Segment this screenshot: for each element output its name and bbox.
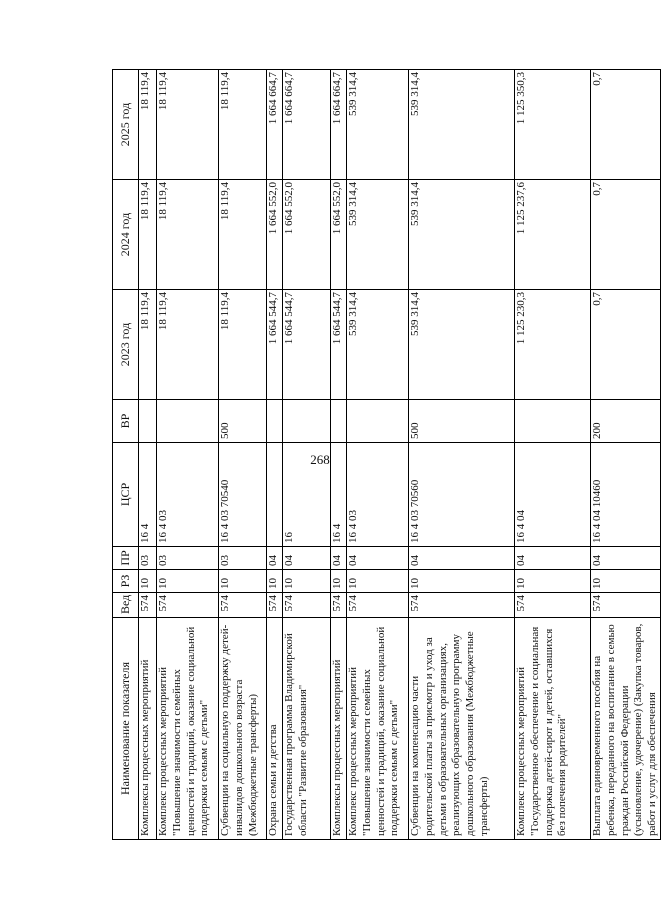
cell-2025: 18 119,4 [157, 70, 219, 180]
cell-rz: 10 [347, 570, 409, 593]
cell-name: Комплексы процессных мероприятий [139, 618, 157, 840]
cell-2024: 18 119,4 [157, 180, 219, 290]
cell-2023: 539 314,4 [409, 290, 515, 400]
cell-name: Государственная программа Владимирской области "Развитие образования" [283, 618, 331, 840]
cell-2024: 1 664 552,0 [283, 180, 331, 290]
budget-table-container [112, 70, 658, 840]
cell-ved: 574 [157, 593, 219, 618]
cell-name: Комплексы процессных мероприятий [331, 618, 347, 840]
cell-pr: 04 [515, 547, 591, 570]
cell-2023: 0,7 [591, 290, 661, 400]
cell-csr: 16 4 [331, 443, 347, 547]
cell-vr [157, 400, 219, 443]
cell-csr: 16 [283, 443, 331, 547]
page-number: 268 [310, 452, 330, 467]
cell-csr [267, 443, 283, 547]
cell-ved: 574 [409, 593, 515, 618]
cell-pr: 04 [347, 547, 409, 570]
table-header-row [113, 70, 139, 840]
cell-name: Комплекс процессных мероприятий "Повышение значимости семейных ценностей и традиций, оказание социальной поддержки семьям с детьми" [347, 618, 409, 840]
cell-vr: 500 [409, 400, 515, 443]
cell-ved: 574 [219, 593, 267, 618]
cell-pr: 03 [139, 547, 157, 570]
cell-2024: 18 119,4 [139, 180, 157, 290]
cell-2025: 1 125 350,3 [515, 70, 591, 180]
cell-ved: 574 [267, 593, 283, 618]
cell-rz: 10 [591, 570, 661, 593]
cell-rz: 10 [139, 570, 157, 593]
table-row [157, 70, 219, 840]
cell-name: Комплекс процессных мероприятий "Государственное обеспечение и социальная поддержка детей-сирот и детей, оставшихся без попечения родителей" [515, 618, 591, 840]
cell-2023: 539 314,4 [347, 290, 409, 400]
cell-2025: 1 664 664,7 [267, 70, 283, 180]
cell-pr: 03 [157, 547, 219, 570]
cell-2025: 539 314,4 [347, 70, 409, 180]
cell-vr [515, 400, 591, 443]
table-body [139, 70, 661, 840]
table-row [219, 70, 267, 840]
cell-pr: 04 [331, 547, 347, 570]
cell-vr [331, 400, 347, 443]
cell-rz: 10 [515, 570, 591, 593]
cell-name: Субвенции на социальную поддержку детей-инвалидов дошкольного возраста (Межбюджетные трансферты) [219, 618, 267, 840]
cell-ved: 574 [331, 593, 347, 618]
cell-name: Выплата единовременного пособия на ребенка, переданного на воспитание в семью граждан Российской Федерации (усыновление, удочерение) (Закупка товаров, работ и услуг для обеспечения [591, 618, 661, 840]
cell-vr [139, 400, 157, 443]
cell-2025: 18 119,4 [139, 70, 157, 180]
cell-2024: 0,7 [591, 180, 661, 290]
header-2023: 2023 год [113, 290, 139, 400]
cell-vr [283, 400, 331, 443]
cell-2023: 1 664 544,7 [267, 290, 283, 400]
cell-vr: 200 [591, 400, 661, 443]
cell-2024: 539 314,4 [409, 180, 515, 290]
header-pr: ПР [113, 547, 139, 570]
cell-vr [267, 400, 283, 443]
cell-2025: 1 664 664,7 [283, 70, 331, 180]
cell-name: Комплекс процессных мероприятий "Повышение значимости семейных ценностей и традиций, оказание социальной поддержки семьям с детьми" [157, 618, 219, 840]
cell-2023: 18 119,4 [157, 290, 219, 400]
cell-name: Субвенции на компенсацию части родительской платы за присмотр и уход за детьми в образовательных организациях, реализующих образовательную программу дошкольного образования (Межбюджетные трансферты) [409, 618, 515, 840]
cell-ved: 574 [139, 593, 157, 618]
cell-csr: 16 4 03 [157, 443, 219, 547]
cell-name: Охрана семьи и детства [267, 618, 283, 840]
cell-2023: 1 664 544,7 [283, 290, 331, 400]
cell-ved: 574 [347, 593, 409, 618]
cell-2024: 539 314,4 [347, 180, 409, 290]
header-rz: РЗ [113, 570, 139, 593]
header-csr: ЦСР [113, 443, 139, 547]
cell-rz: 10 [219, 570, 267, 593]
table-row [347, 70, 409, 840]
cell-2024: 1 125 237,6 [515, 180, 591, 290]
cell-2023: 1 125 230,3 [515, 290, 591, 400]
cell-2025: 539 314,4 [409, 70, 515, 180]
cell-vr [347, 400, 409, 443]
cell-csr: 16 4 [139, 443, 157, 547]
header-2025: 2025 год [113, 70, 139, 180]
header-name: Наименование показателя [113, 618, 139, 840]
cell-2024: 1 664 552,0 [331, 180, 347, 290]
cell-csr: 16 4 03 [347, 443, 409, 547]
cell-2023: 18 119,4 [139, 290, 157, 400]
cell-csr: 16 4 04 [515, 443, 591, 547]
cell-2024: 18 119,4 [219, 180, 267, 290]
cell-csr: 16 4 03 70560 [409, 443, 515, 547]
cell-2024: 1 664 552,0 [267, 180, 283, 290]
table-row [515, 70, 591, 840]
cell-ved: 574 [591, 593, 661, 618]
cell-pr: 04 [267, 547, 283, 570]
cell-pr: 03 [219, 547, 267, 570]
cell-rz: 10 [331, 570, 347, 593]
cell-pr: 04 [591, 547, 661, 570]
cell-ved: 574 [515, 593, 591, 618]
cell-ved: 574 [283, 593, 331, 618]
cell-csr: 16 4 03 70540 [219, 443, 267, 547]
table-row [331, 70, 347, 840]
cell-pr: 04 [409, 547, 515, 570]
header-2024: 2024 год [113, 180, 139, 290]
cell-rz: 10 [283, 570, 331, 593]
cell-2025: 1 664 664,7 [331, 70, 347, 180]
cell-2025: 0,7 [591, 70, 661, 180]
cell-2023: 18 119,4 [219, 290, 267, 400]
cell-rz: 10 [157, 570, 219, 593]
table-row [283, 70, 331, 840]
table-row [139, 70, 157, 840]
table-row [409, 70, 515, 840]
table-row [591, 70, 661, 840]
cell-csr: 16 4 04 10460 [591, 443, 661, 547]
budget-table [112, 69, 661, 840]
table-row [267, 70, 283, 840]
header-ved: Вед [113, 593, 139, 618]
cell-rz: 10 [267, 570, 283, 593]
cell-rz: 10 [409, 570, 515, 593]
cell-vr: 500 [219, 400, 267, 443]
cell-2025: 18 119,4 [219, 70, 267, 180]
cell-2023: 1 664 544,7 [331, 290, 347, 400]
cell-pr: 04 [283, 547, 331, 570]
header-vr: ВР [113, 400, 139, 443]
